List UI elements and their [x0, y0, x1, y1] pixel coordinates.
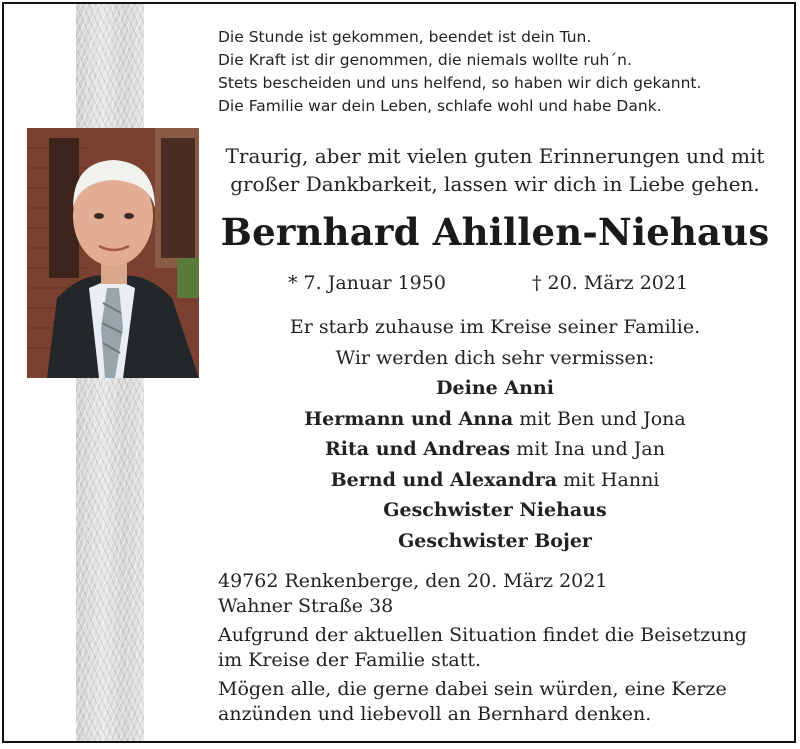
intro-line: großer Dankbarkeit, lassen wir dich in Liebe gehen. [230, 172, 760, 196]
place-date: 49762 Renkenberge, den 20. März 2021 [218, 570, 608, 592]
mourner-names: Rita und Andreas [325, 438, 511, 460]
intro-text [200, 142, 790, 198]
address-and-notice [218, 569, 790, 727]
candle-line: Mögen alle, die gerne dabei sein würden, eine Kerze [218, 678, 727, 700]
mourner-names: Deine Anni [436, 377, 554, 399]
mourner-extra: mit Ina und Jan [510, 438, 665, 460]
mourner-names: Geschwister Bojer [398, 529, 592, 552]
birth-date: * 7. Januar 1950 [288, 272, 446, 294]
deceased-name: Bernhard Ahillen-Niehaus [220, 210, 770, 254]
obituary-card [2, 2, 796, 743]
miss-line: Wir werden dich sehr vermissen: [335, 346, 655, 369]
notice-line: Aufgrund der aktuellen Situation findet die Beisetzung [218, 624, 747, 646]
death-statement: Er starb zuhause im Kreise seiner Familie. [289, 316, 701, 338]
poem-line: Die Kraft ist dir genommen, die niemals wollte ruh´n. [218, 51, 632, 69]
mourner-names: Hermann und Anna [304, 407, 514, 430]
mourner-line [200, 404, 790, 435]
mourner-names: Bernd und Alexandra [330, 468, 558, 491]
poem-line: Die Stunde ist gekommen, beendet ist dein Tun. [218, 28, 592, 46]
poem [218, 26, 788, 118]
mourner-line [200, 465, 790, 496]
street-address: Wahner Straße 38 [218, 595, 394, 617]
mourner-line [200, 373, 790, 404]
poem-line: Die Familie war dein Leben, schlafe wohl und habe Dank. [218, 97, 662, 115]
poem-line: Stets bescheiden und uns helfend, so haben wir dich gekannt. [218, 74, 702, 92]
intro-line: Traurig, aber mit vielen guten Erinnerungen und mit [225, 144, 765, 168]
mourners-block [200, 312, 790, 556]
mourner-line [200, 495, 790, 526]
mourner-line [200, 434, 790, 465]
portrait-photo [27, 128, 199, 378]
mourner-extra: mit Ben und Jona [513, 407, 686, 430]
death-date: † 20. März 2021 [532, 272, 689, 294]
candle-line: anzünden und liebevoll an Bernhard denken. [218, 703, 652, 725]
mourner-line [200, 526, 790, 557]
mourner-extra: mit Hanni [557, 468, 660, 491]
mourner-names: Geschwister Niehaus [383, 499, 607, 521]
notice-line: im Kreise der Familie statt. [218, 649, 482, 671]
